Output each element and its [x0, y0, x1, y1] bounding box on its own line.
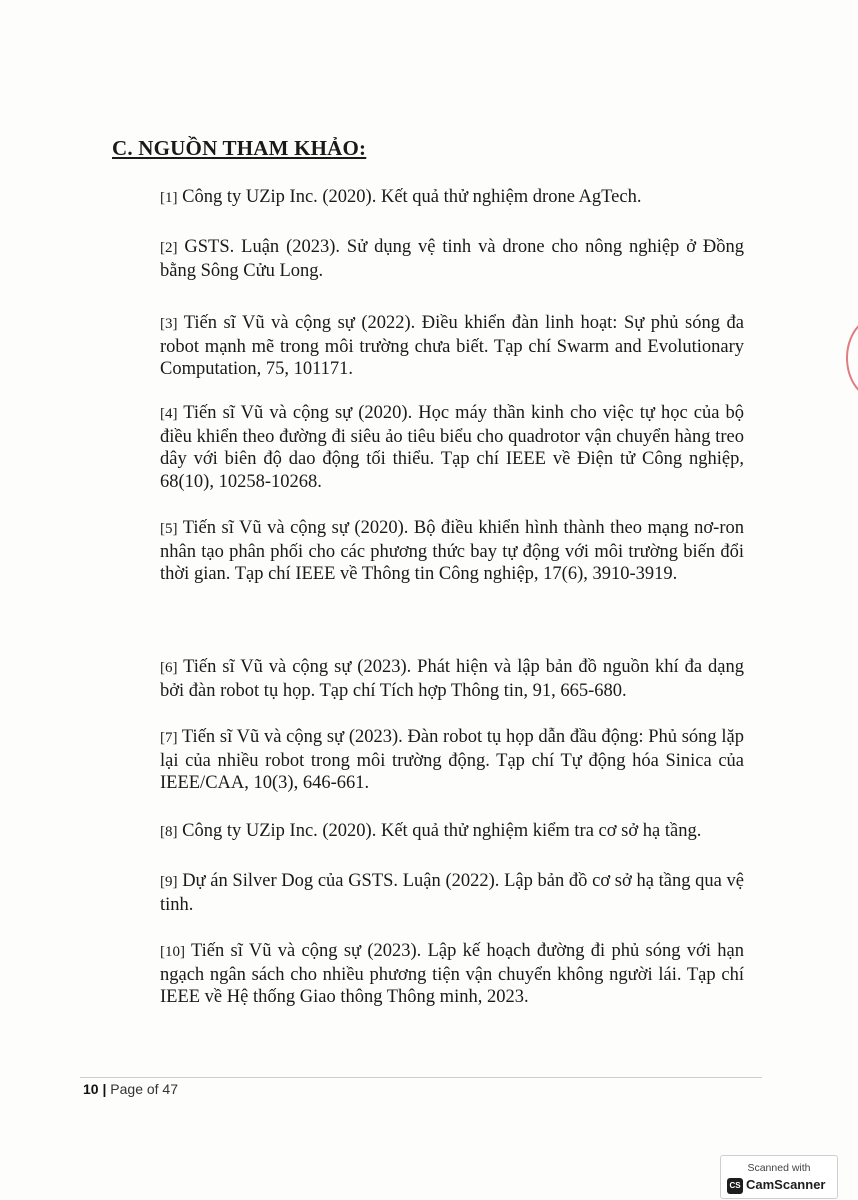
- section-heading: C. NGUỒN THAM KHẢO:: [112, 136, 367, 160]
- reference-text: Công ty UZip Inc. (2020). Kết quả thử nghiệm drone AgTech.: [182, 187, 642, 207]
- reference-item: [160, 517, 744, 586]
- footer-separator: |: [102, 1081, 107, 1097]
- reference-item: [160, 726, 744, 795]
- reference-text: Tiến sĩ Vũ và cộng sự (2020). Học máy thần kinh cho việc tự học của bộ điều khiển theo đường đi siêu ảo tiêu biểu cho quadrotor vận chuyển hàng treo dây với biên độ dao động tối thiểu. Tạp chí IEEE về Điện tử Công nghiệp, 68(10), 10258-10268.: [160, 403, 744, 492]
- scanned-with-text: Scanned with: [747, 1162, 811, 1174]
- page-label: Page of 47: [110, 1081, 179, 1097]
- reference-item: [160, 312, 744, 381]
- reference-text: Tiến sĩ Vũ và cộng sự (2020). Bộ điều khiển hình thành theo mạng nơ-ron nhân tạo phân phối cho các phương thức bay tự động với môi trường biến đổi thời gian. Tạp chí IEEE về Thông tin Công nghiệp, 17(6), 3910-3919.: [160, 518, 744, 584]
- camscanner-logo-icon: CS: [727, 1178, 743, 1194]
- reference-number: [1]: [160, 190, 178, 206]
- reference-item: [160, 402, 744, 493]
- reference-item: [160, 870, 744, 916]
- reference-text: Tiến sĩ Vũ và cộng sự (2023). Đàn robot tụ họp dẫn đầu động: Phủ sóng lặp lại của nhiều robot trong môi trường động. Tạp chí Tự động hóa Sinica của IEEE/CAA, 10(3), 646-661.: [160, 727, 745, 793]
- footer-divider: [80, 1077, 762, 1078]
- reference-item: [160, 940, 744, 1009]
- reference-number: [7]: [160, 730, 178, 746]
- reference-text: Công ty UZip Inc. (2020). Kết quả thử nghiệm kiểm tra cơ sở hạ tầng.: [182, 821, 702, 841]
- reference-text: Tiến sĩ Vũ và cộng sự (2023). Phát hiện và lập bản đồ nguồn khí đa dạng bởi đàn robot tụ họp. Tạp chí Tích hợp Thông tin, 91, 665-680.: [160, 657, 744, 701]
- reference-number: [6]: [160, 660, 178, 676]
- camscanner-badge: [720, 1155, 838, 1199]
- reference-item: [160, 236, 744, 282]
- reference-text: GSTS. Luận (2023). Sử dụng vệ tinh và drone cho nông nghiệp ở Đồng bằng Sông Cửu Long.: [160, 237, 745, 281]
- reference-number: [8]: [160, 824, 178, 840]
- reference-text: Tiến sĩ Vũ và cộng sự (2022). Điều khiển đàn linh hoạt: Sự phủ sóng đa robot mạnh mẽ trong môi trường chưa biết. Tạp chí Swarm and Evolutionary Computation, 75, 101171.: [160, 313, 744, 379]
- reference-number: [9]: [160, 874, 178, 890]
- red-stamp: [846, 316, 858, 400]
- reference-item: [160, 656, 744, 702]
- reference-number: [10]: [160, 944, 185, 960]
- reference-number: [4]: [160, 406, 178, 422]
- reference-text: Tiến sĩ Vũ và cộng sự (2023). Lập kế hoạch đường đi phủ sóng với hạn ngạch ngân sách cho nhiều phương tiện vận chuyển không người lái. Tạp chí IEEE về Hệ thống Giao thông Thông minh, 2023.: [160, 941, 745, 1007]
- reference-number: [3]: [160, 316, 178, 332]
- reference-item: [160, 820, 744, 844]
- reference-text: Dự án Silver Dog của GSTS. Luận (2022). Lập bản đồ cơ sở hạ tầng qua vệ tinh.: [160, 871, 744, 915]
- reference-number: [2]: [160, 240, 178, 256]
- reference-number: [5]: [160, 521, 178, 537]
- page-footer: [83, 1081, 178, 1097]
- camscanner-brand: CamScanner: [746, 1177, 826, 1192]
- reference-item: [160, 186, 744, 210]
- page-number: 10: [83, 1081, 99, 1097]
